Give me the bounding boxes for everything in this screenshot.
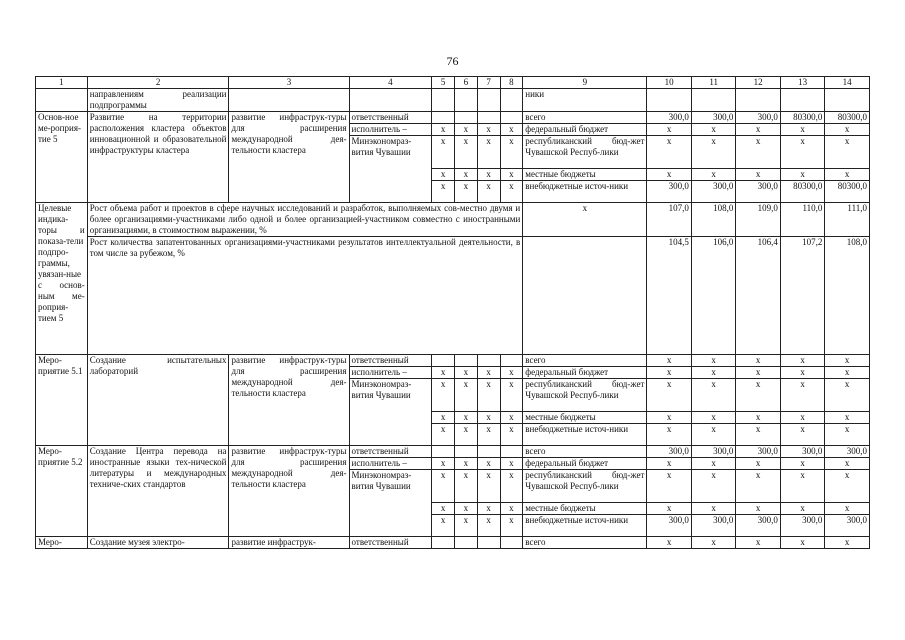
value-cell: x [691,136,735,169]
value-cell: 300,0 [780,446,824,458]
value-cell: x [825,367,870,379]
continued-text: направлениям реализации подпрограммы [87,89,229,112]
measure-goal: развитие инфраструк-туры для расширения международной дея-тельности кластера [229,446,349,537]
value-cell: x [647,458,691,470]
value-cell: x [647,503,691,515]
code-cell [500,446,523,458]
value-cell: x [736,124,780,136]
indicator-row [36,203,870,237]
code-cell: x [500,424,523,446]
value-cell: x [736,537,780,549]
header-cell: 4 [349,77,432,89]
code-cell: x [500,367,523,379]
value-cell: 300,0 [647,181,691,203]
value-cell: 300,0 [691,515,735,537]
code-cell: x [500,412,523,424]
value-cell: x [736,458,780,470]
header-cell: 1 [36,77,88,89]
code-cell: x [500,181,523,203]
table-cell [36,89,88,112]
value-cell: x [647,424,691,446]
continued-source: ники [523,89,647,112]
value-cell: 300,0 [736,515,780,537]
funding-source: федеральный бюджет [523,367,647,379]
indicator-value: 107,0 [647,203,691,237]
value-cell: x [736,379,780,412]
value-cell: x [825,412,870,424]
measure-name: Меро-приятие 5.1 [36,355,88,446]
table-cell [229,89,349,112]
indicator-text: Рост объема работ и проектов в сфере научных исследований и разработок, выполняемых сов-местно двумя и более организациями-участниками либо одной и более организацией-участником совместно с иностранными организациями, в стоимостном выражении, % [87,203,523,237]
funding-source: всего [523,446,647,458]
value-cell: 300,0 [647,446,691,458]
funding-source: внебюджетные источ-ники [523,515,647,537]
table-row [36,355,870,367]
code-cell [477,537,500,549]
value-cell: 80300,0 [825,112,870,124]
header-cell: 11 [691,77,735,89]
code-cell [432,355,455,367]
value-cell: x [736,136,780,169]
table-row [36,446,870,458]
value-cell: 80300,0 [825,181,870,203]
code-cell: x [455,503,478,515]
value-cell: x [736,424,780,446]
code-cell: x [455,424,478,446]
table-cell [780,89,824,112]
header-cell: 13 [780,77,824,89]
table-cell [647,89,691,112]
value-cell: 300,0 [825,446,870,458]
page-number: 76 [446,54,459,68]
value-cell: x [780,458,824,470]
measure-goal: развитие инфраструк- [229,537,349,549]
indicator-value: 108,0 [825,237,870,355]
code-cell: x [477,367,500,379]
measure-description: Создание испытательных лабораторий [87,355,229,446]
code-cell [500,112,523,124]
value-cell: x [780,503,824,515]
indicator-value: 106,4 [736,237,780,355]
code-cell: x [455,367,478,379]
value-cell: x [647,367,691,379]
measure-description: Создание музея электро- [87,537,229,549]
funding-source: местные бюджеты [523,169,647,181]
value-cell: x [691,169,735,181]
funding-source: внебюджетные источ-ники [523,424,647,446]
code-cell: x [500,136,523,169]
table-cell [500,89,523,112]
value-cell: x [647,412,691,424]
code-cell: x [432,169,455,181]
indicator-row [36,237,870,355]
value-cell: x [780,424,824,446]
code-cell: x [477,181,500,203]
code-cell: x [455,169,478,181]
value-cell: x [780,355,824,367]
code-cell: x [455,515,478,537]
code-cell: x [455,379,478,412]
measure-name: Основ-ное ме-роприя-тие 5 [36,112,88,203]
responsible-label: ответственный [349,112,432,124]
table-cell [477,89,500,112]
table-cell [432,89,455,112]
value-cell: x [825,503,870,515]
funding-source: всего [523,355,647,367]
header-cell: 7 [477,77,500,89]
code-cell: x [432,136,455,169]
value-cell: 300,0 [691,446,735,458]
value-cell: x [647,355,691,367]
value-cell: 300,0 [780,515,824,537]
table-cell [455,89,478,112]
value-cell: 300,0 [736,112,780,124]
table-cell [736,89,780,112]
header-cell: 6 [455,77,478,89]
funding-source: всего [523,537,647,549]
measure-description: Развитие на территории расположения кластера объектов инновационной и образовательной инфраструктуры кластера [87,112,229,203]
value-cell: x [691,470,735,503]
value-cell: x [691,424,735,446]
value-cell: x [780,124,824,136]
value-cell: x [780,537,824,549]
header-cell: 3 [229,77,349,89]
code-cell [477,446,500,458]
code-cell [500,537,523,549]
code-cell: x [500,470,523,503]
value-cell: x [647,537,691,549]
value-cell: 80300,0 [780,181,824,203]
value-cell: x [825,537,870,549]
code-cell: x [500,379,523,412]
value-cell: x [736,503,780,515]
value-cell: x [780,379,824,412]
code-cell [432,446,455,458]
value-cell: 300,0 [736,446,780,458]
code-cell [455,446,478,458]
value-cell: 300,0 [736,181,780,203]
value-cell: x [691,537,735,549]
value-cell: x [647,379,691,412]
code-cell: x [432,412,455,424]
value-cell: 300,0 [647,112,691,124]
indicator-value: 111,0 [825,203,870,237]
responsible-label: исполнитель – [349,367,432,379]
code-cell: x [500,458,523,470]
code-cell: x [500,169,523,181]
value-cell: 300,0 [647,515,691,537]
code-cell: x [455,470,478,503]
code-cell: x [500,503,523,515]
code-cell: x [477,470,500,503]
code-cell: x [432,503,455,515]
code-cell: x [500,515,523,537]
code-cell: x [500,124,523,136]
header-cell: 9 [523,77,647,89]
value-cell: x [647,136,691,169]
responsible-label: ответственный [349,446,432,458]
funding-source: местные бюджеты [523,503,647,515]
code-cell: x [455,412,478,424]
value-cell: x [647,470,691,503]
value-cell: x [825,124,870,136]
value-cell: x [691,458,735,470]
code-cell: x [432,367,455,379]
code-cell: x [432,424,455,446]
measure-goal: развитие инфраструк-туры для расширения международной дея-тельности кластера [229,355,349,446]
code-cell [477,355,500,367]
value-cell: x [691,412,735,424]
indicator-value: 104,5 [647,237,691,355]
code-cell [500,355,523,367]
header-row [36,77,870,89]
indicator-value: 108,0 [691,203,735,237]
value-cell: x [825,379,870,412]
code-cell: x [432,515,455,537]
indicator-source [523,237,647,355]
measure-name: Меро-приятие 5.2 [36,446,88,537]
value-cell: x [825,355,870,367]
code-cell: x [455,458,478,470]
value-cell: x [780,412,824,424]
value-cell: x [736,169,780,181]
value-cell: x [691,355,735,367]
measure-goal: развитие инфраструк-туры для расширения международной дея-тельности кластера [229,112,349,203]
funding-source: федеральный бюджет [523,124,647,136]
table-row [36,112,870,124]
code-cell: x [432,181,455,203]
responsible-label: ответственный [349,355,432,367]
code-cell [432,112,455,124]
header-cell: 10 [647,77,691,89]
funding-source: республиканский бюд-жет Чувашской Респуб-лики [523,470,647,503]
table-cell [349,89,432,112]
measure-description: Создание Центра перевода на иностранные языки тех-нической литературы и международных техниче-ских стандартов [87,446,229,537]
value-cell: x [780,136,824,169]
value-cell: x [825,470,870,503]
code-cell: x [477,503,500,515]
code-cell [455,537,478,549]
value-cell: x [825,136,870,169]
measure-name: Меро- [36,537,88,549]
responsible-label: ответственный [349,537,432,549]
code-cell: x [432,458,455,470]
value-cell: x [736,470,780,503]
code-cell: x [477,515,500,537]
code-cell [477,112,500,124]
value-cell: x [691,503,735,515]
code-cell [455,112,478,124]
value-cell: 300,0 [691,112,735,124]
continuation-row [36,89,870,112]
header-cell: 12 [736,77,780,89]
responsible-executor: Минэкономраз-вития Чувашии [349,136,432,203]
value-cell: x [780,169,824,181]
code-cell: x [477,379,500,412]
header-cell: 2 [87,77,229,89]
code-cell: x [477,169,500,181]
value-cell: 80300,0 [780,112,824,124]
code-cell: x [455,181,478,203]
code-cell: x [432,470,455,503]
value-cell: x [825,424,870,446]
table-cell [825,89,870,112]
value-cell: x [647,124,691,136]
funding-source: внебюджетные источ-ники [523,181,647,203]
indicator-value: 110,0 [780,203,824,237]
table-row [36,537,870,549]
code-cell: x [455,124,478,136]
value-cell: x [736,367,780,379]
code-cell [455,355,478,367]
indicator-text: Рост количества запатентованных организациями-участниками результатов интеллектуальной деятельности, в том числе за рубежом, % [87,237,523,355]
code-cell: x [455,136,478,169]
code-cell: x [477,136,500,169]
indicators-name: Целевые индика-торы и показа-тели подпро-граммы, увязан-ные с основ-ным ме-роприя-тием 5 [36,203,88,355]
responsible-executor: Минэкономраз-вития Чувашии [349,379,432,446]
value-cell: 300,0 [825,515,870,537]
code-cell: x [477,458,500,470]
value-cell: x [736,355,780,367]
value-cell: x [736,412,780,424]
value-cell: x [780,470,824,503]
code-cell: x [477,412,500,424]
responsible-label: исполнитель – [349,458,432,470]
funding-source: республиканский бюд-жет Чувашской Респуб-лики [523,136,647,169]
value-cell: x [780,367,824,379]
code-cell [432,537,455,549]
value-cell: 300,0 [691,181,735,203]
funding-source: всего [523,112,647,124]
funding-source: федеральный бюджет [523,458,647,470]
code-cell: x [432,124,455,136]
value-cell: x [825,169,870,181]
funding-source: местные бюджеты [523,412,647,424]
header-cell: 5 [432,77,455,89]
value-cell: x [691,124,735,136]
indicator-value: 109,0 [736,203,780,237]
value-cell: x [691,367,735,379]
indicator-value: 107,2 [780,237,824,355]
table-cell [691,89,735,112]
header-cell: 8 [500,77,523,89]
code-cell: x [432,379,455,412]
value-cell: x [691,379,735,412]
funding-source: республиканский бюд-жет Чувашской Респуб-лики [523,379,647,412]
code-cell: x [477,124,500,136]
indicator-value: 106,0 [691,237,735,355]
indicator-source: x [523,203,647,237]
responsible-label: исполнитель – [349,124,432,136]
header-cell: 14 [825,77,870,89]
responsible-executor: Минэкономраз-вития Чувашии [349,470,432,537]
program-table [35,76,870,549]
value-cell: x [647,169,691,181]
code-cell: x [477,424,500,446]
value-cell: x [825,458,870,470]
